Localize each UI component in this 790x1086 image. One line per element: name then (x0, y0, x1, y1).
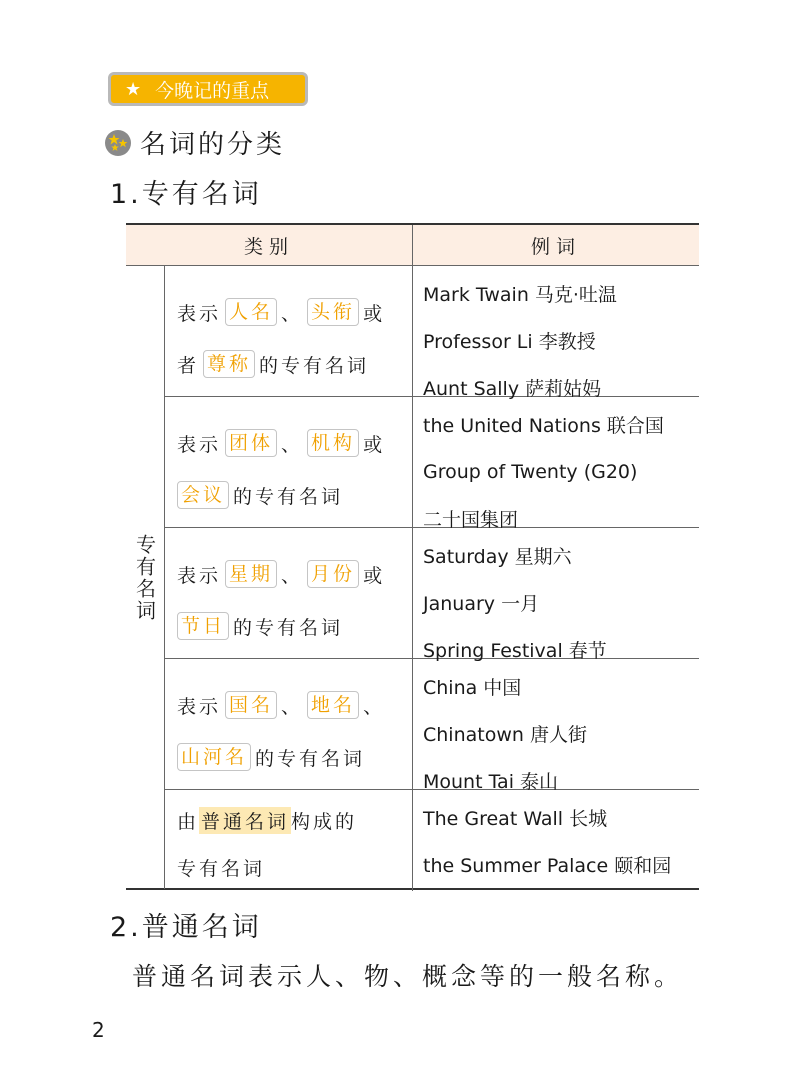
description-text: 表示 (177, 433, 222, 456)
description-text: 或 (363, 433, 386, 456)
description-line (177, 600, 412, 652)
table-row (165, 790, 699, 891)
description-text: 的专有名词 (255, 747, 366, 770)
marked-term: 普通名词 (199, 807, 291, 834)
example-list (413, 266, 699, 400)
example-item: the Summer Palace 颐和园 (423, 855, 672, 877)
example-item: Mount Tai 泰山 (423, 771, 559, 793)
badge-label: 今晚记的重点 (155, 79, 270, 102)
example-item: Spring Festival 春节 (423, 640, 607, 662)
example-list (413, 528, 699, 662)
description-text: 的专有名词 (259, 354, 370, 377)
example-item: January 一月 (423, 593, 540, 615)
proper-noun-table (126, 223, 699, 890)
subsection-title-proper-nouns: 1.专有名词 (110, 179, 262, 210)
example-item: Professor Li 李教授 (423, 331, 596, 353)
highlighted-term: 星期 (225, 560, 277, 588)
table-row (165, 397, 699, 531)
example-item: China 中国 (423, 677, 522, 699)
description-text: 者 (177, 354, 200, 377)
section-title-text: 名词的分类 (140, 130, 286, 160)
category-description (165, 397, 413, 527)
highlighted-term: 团体 (225, 429, 277, 457)
description-line (177, 679, 412, 731)
example-list (413, 790, 699, 891)
example-item: Mark Twain 马克·吐温 (423, 284, 617, 306)
side-label-text: 专有名词 (132, 533, 157, 622)
description-line (177, 417, 412, 469)
stars-icon (104, 129, 132, 157)
section-title (104, 124, 285, 161)
example-item: Aunt Sally 萨莉姑妈 (423, 378, 602, 400)
example-list (413, 659, 699, 793)
description-line (177, 844, 412, 891)
category-description (165, 266, 413, 396)
description-text: 表示 (177, 302, 222, 325)
description-text: 构成的 (291, 811, 358, 833)
highlighted-term: 山河名 (177, 743, 251, 771)
example-item: 二十国集团 (423, 509, 519, 531)
description-text: 、 (281, 433, 304, 456)
key-points-badge (108, 72, 308, 106)
description-text: 或 (363, 302, 386, 325)
highlighted-term: 月份 (307, 560, 359, 588)
table-rows (165, 266, 699, 889)
description-text: 、 (281, 302, 304, 325)
description-text: 、 (281, 564, 304, 587)
description-text: 、 (363, 695, 386, 718)
highlighted-term: 头衔 (307, 298, 359, 326)
common-noun-definition: 普通名词表示人、物、概念等的一般名称。 (132, 962, 684, 991)
description-text: 表示 (177, 564, 222, 587)
highlighted-term: 地名 (307, 691, 359, 719)
description-text: 由 (177, 811, 200, 833)
example-item: the United Nations 联合国 (423, 415, 664, 437)
description-line (177, 338, 412, 390)
table-body (126, 266, 699, 889)
subsection-title-common-nouns: 2.普通名词 (110, 912, 262, 943)
description-text: 表示 (177, 695, 222, 718)
category-description (165, 528, 413, 658)
example-list (413, 397, 699, 531)
description-text: 或 (363, 564, 386, 587)
header-category: 类别 (126, 225, 413, 265)
table-row (165, 528, 699, 662)
category-description (165, 659, 413, 789)
description-line (177, 286, 412, 338)
description-line (177, 469, 412, 521)
highlighted-term: 人名 (225, 298, 277, 326)
highlighted-term: 尊称 (203, 350, 255, 378)
table-row (165, 266, 699, 400)
side-label (126, 266, 165, 889)
description-text: 、 (281, 695, 304, 718)
star-icon: ★ (125, 78, 142, 100)
example-item: Chinatown 唐人街 (423, 724, 587, 746)
description-line (177, 548, 412, 600)
highlighted-term: 节日 (177, 612, 229, 640)
category-description (165, 790, 413, 891)
page-number: 2 (92, 1018, 105, 1042)
description-text: 的专有名词 (233, 616, 344, 639)
highlighted-term: 机构 (307, 429, 359, 457)
table-header (126, 225, 699, 266)
description-text: 的专有名词 (233, 485, 344, 508)
example-item: Saturday 星期六 (423, 546, 572, 568)
table-row (165, 659, 699, 793)
example-item: The Great Wall 长城 (423, 808, 608, 830)
highlighted-term: 会议 (177, 481, 229, 509)
example-item: Group of Twenty (G20) (423, 460, 638, 483)
description-line (177, 797, 412, 844)
description-text: 专有名词 (177, 858, 266, 880)
header-examples: 例词 (530, 235, 581, 258)
highlighted-term: 国名 (225, 691, 277, 719)
description-line (177, 731, 412, 783)
